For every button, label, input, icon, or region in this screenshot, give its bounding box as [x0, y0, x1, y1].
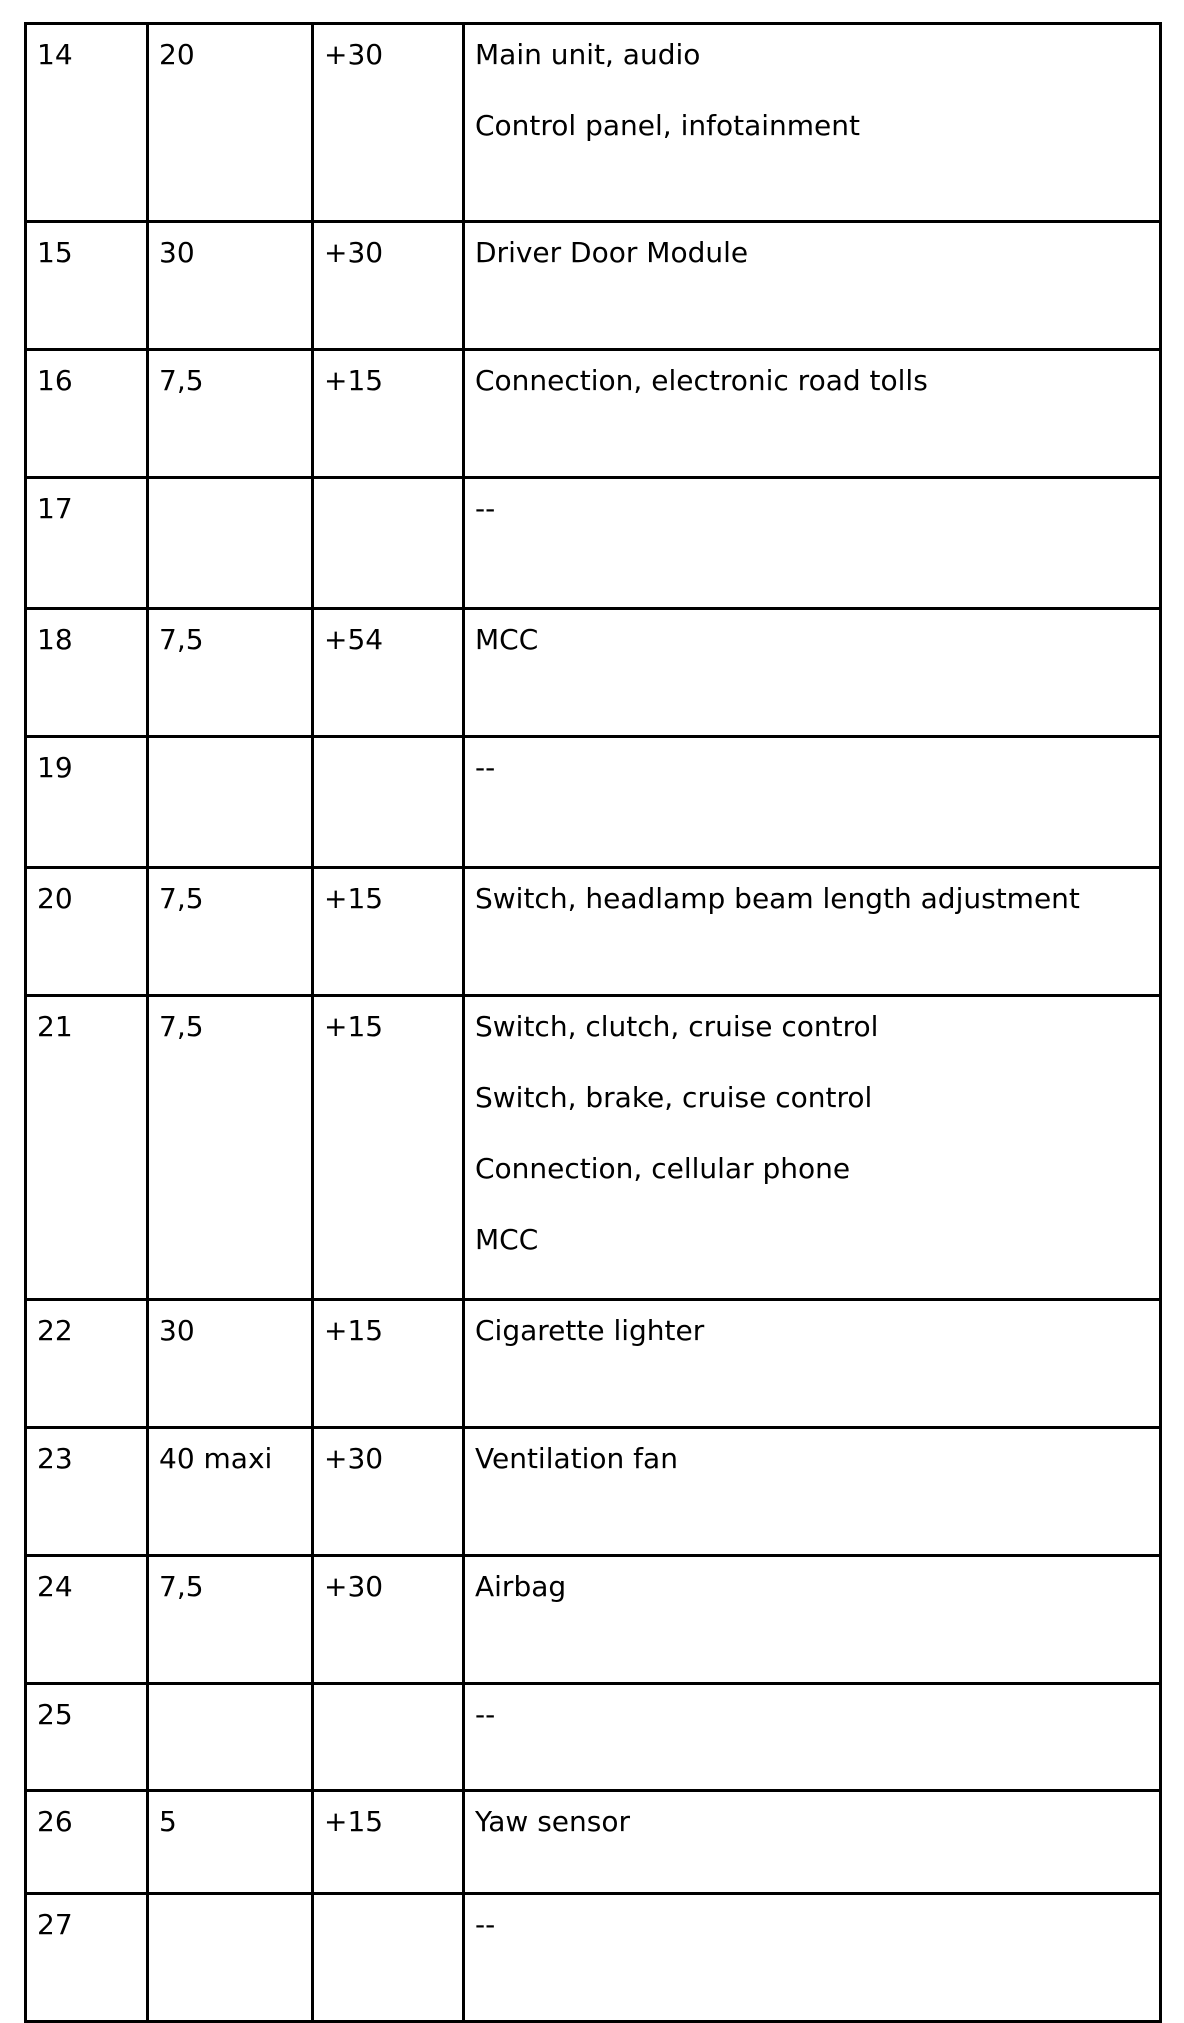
table-row: [27, 1895, 1162, 2023]
table-row: [27, 1685, 1162, 1792]
description-line: --: [475, 751, 496, 784]
fuse-rating-cell: [149, 479, 314, 607]
description-line: Airbag: [475, 1570, 567, 1603]
table-row: [27, 1301, 1162, 1429]
fuse-table: [24, 22, 1162, 2023]
description-line: Yaw sensor: [475, 1805, 630, 1838]
fuse-number-cell: 26: [27, 1792, 149, 1892]
fuse-rating-cell: 30: [149, 223, 314, 348]
description-cell: [465, 223, 1162, 348]
table-row: [27, 223, 1162, 351]
fuse-rating-cell: [149, 1895, 314, 2020]
table-row: [27, 1557, 1162, 1685]
terminal-cell: +30: [314, 1557, 465, 1682]
fuse-number-cell: 14: [27, 25, 149, 220]
fuse-number-cell: 21: [27, 997, 149, 1298]
description-line: MCC: [475, 1223, 539, 1256]
description-cell: [465, 1895, 1162, 2020]
description-cell: [465, 25, 1162, 220]
fuse-rating-cell: 7,5: [149, 869, 314, 994]
fuse-number-cell: 18: [27, 610, 149, 735]
table-row: [27, 738, 1162, 869]
description-cell: [465, 479, 1162, 607]
description-cell: [465, 997, 1162, 1298]
terminal-cell: +54: [314, 610, 465, 735]
terminal-cell: +15: [314, 1792, 465, 1892]
description-cell: [465, 869, 1162, 994]
description-line: --: [475, 1698, 496, 1731]
fuse-number-cell: 16: [27, 351, 149, 476]
table-row: [27, 351, 1162, 479]
table-row: [27, 1429, 1162, 1557]
terminal-cell: [314, 1895, 465, 2020]
description-cell: [465, 738, 1162, 866]
fuse-rating-cell: 5: [149, 1792, 314, 1892]
table-row: [27, 25, 1162, 223]
terminal-cell: +30: [314, 223, 465, 348]
fuse-number-cell: 23: [27, 1429, 149, 1554]
table-row: [27, 997, 1162, 1301]
description-line: Ventilation fan: [475, 1442, 678, 1475]
fuse-rating-cell: 7,5: [149, 351, 314, 476]
fuse-rating-cell: 7,5: [149, 997, 314, 1298]
terminal-cell: +15: [314, 997, 465, 1298]
description-line: Control panel, infotainment: [475, 109, 860, 142]
fuse-number-cell: 15: [27, 223, 149, 348]
fuse-number-cell: 19: [27, 738, 149, 866]
fuse-rating-cell: 7,5: [149, 1557, 314, 1682]
description-cell: [465, 351, 1162, 476]
description-cell: [465, 1429, 1162, 1554]
terminal-cell: +15: [314, 869, 465, 994]
table-row: [27, 869, 1162, 997]
fuse-rating-cell: [149, 1685, 314, 1789]
fuse-number-cell: 17: [27, 479, 149, 607]
fuse-number-cell: 22: [27, 1301, 149, 1426]
fuse-rating-cell: 30: [149, 1301, 314, 1426]
terminal-cell: +15: [314, 351, 465, 476]
description-line: Switch, brake, cruise control: [475, 1081, 873, 1114]
description-line: Driver Door Module: [475, 236, 749, 269]
description-line: --: [475, 492, 496, 525]
terminal-cell: [314, 738, 465, 866]
fuse-rating-cell: 40 maxi: [149, 1429, 314, 1554]
description-line: Cigarette lighter: [475, 1314, 705, 1347]
description-cell: [465, 610, 1162, 735]
fuse-number-cell: 24: [27, 1557, 149, 1682]
description-line: Connection, electronic road tolls: [475, 364, 928, 397]
description-line: --: [475, 1908, 496, 1941]
table-row: [27, 1792, 1162, 1895]
fuse-number-cell: 25: [27, 1685, 149, 1789]
fuse-number-cell: 20: [27, 869, 149, 994]
table-row: [27, 479, 1162, 610]
terminal-cell: +30: [314, 25, 465, 220]
description-line: Connection, cellular phone: [475, 1152, 851, 1185]
description-line: Switch, clutch, cruise control: [475, 1010, 879, 1043]
fuse-rating-cell: 7,5: [149, 610, 314, 735]
description-cell: [465, 1557, 1162, 1682]
fuse-number-cell: 27: [27, 1895, 149, 2020]
description-line: MCC: [475, 623, 539, 656]
terminal-cell: +15: [314, 1301, 465, 1426]
terminal-cell: [314, 479, 465, 607]
description-cell: [465, 1685, 1162, 1789]
description-line: Switch, headlamp beam length adjustment: [475, 882, 1080, 915]
terminal-cell: [314, 1685, 465, 1789]
terminal-cell: +30: [314, 1429, 465, 1554]
fuse-rating-cell: [149, 738, 314, 866]
description-line: Main unit, audio: [475, 38, 701, 71]
table-row: [27, 610, 1162, 738]
fuse-rating-cell: 20: [149, 25, 314, 220]
description-cell: [465, 1301, 1162, 1426]
description-cell: [465, 1792, 1162, 1892]
